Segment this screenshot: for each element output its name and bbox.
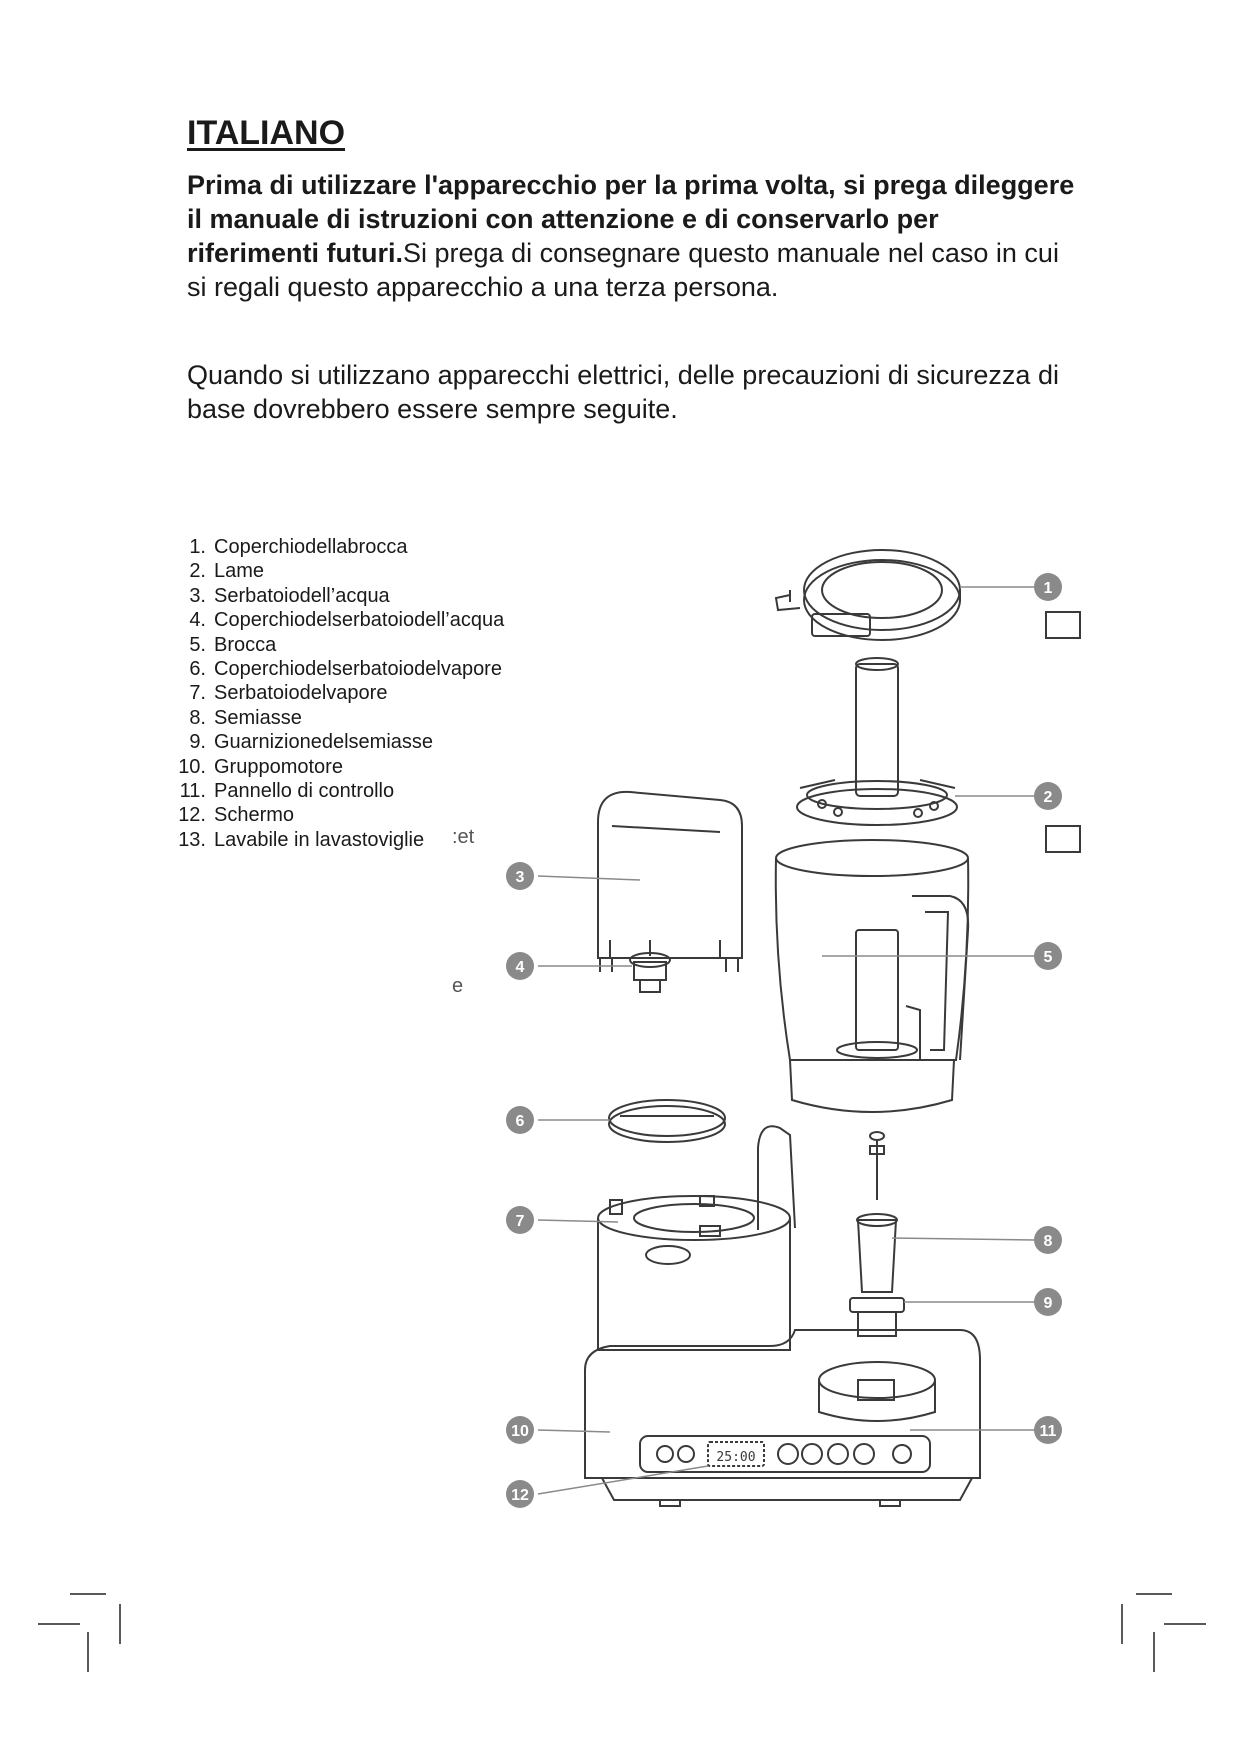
part-label: Semiasse bbox=[214, 706, 302, 729]
part-label: Pannello di controllo bbox=[214, 779, 395, 802]
callout-number: 6 bbox=[515, 1113, 525, 1130]
callout-number: 4 bbox=[515, 959, 525, 976]
intro-normal-text: Si prega di consegnare questo manuale nel caso in cui si regali questo apparecchio a una terza persona. bbox=[187, 238, 1059, 302]
part-label: Serbatoiodell’acqua bbox=[214, 584, 390, 607]
part-number: 11. bbox=[179, 779, 206, 802]
part-number: 7. bbox=[189, 682, 206, 705]
part-number: 8. bbox=[189, 706, 206, 729]
part-number: 6. bbox=[189, 657, 206, 680]
part-label: Guarnizionedelsemiasse bbox=[214, 731, 434, 754]
part-number: 12. bbox=[178, 804, 206, 827]
part-label: Coperchiodelserbatoiodelvapore bbox=[214, 657, 502, 680]
part-label: Schermo bbox=[214, 804, 295, 827]
part-number: 2. bbox=[189, 560, 206, 583]
part-label: Lavabile in lavastoviglie bbox=[214, 828, 425, 851]
part-label: Brocca bbox=[214, 633, 277, 656]
part-number: 13. bbox=[178, 828, 206, 851]
callout-number: 8 bbox=[1043, 1233, 1053, 1250]
part-label: Coperchiodellabrocca bbox=[214, 536, 408, 558]
part-number: 3. bbox=[189, 584, 206, 607]
part-label: Gruppomotore bbox=[214, 755, 343, 778]
part-number: 4. bbox=[189, 609, 206, 632]
callout-number: 1 bbox=[1043, 580, 1053, 597]
callout-number: 10 bbox=[511, 1423, 529, 1440]
part-number: 5. bbox=[189, 633, 206, 656]
page-title: ITALIANO bbox=[187, 114, 346, 152]
part-number: 10. bbox=[178, 755, 206, 778]
callout-number: 2 bbox=[1043, 789, 1053, 806]
callout-number: 11 bbox=[1039, 1423, 1057, 1440]
part-number: 1. bbox=[189, 536, 206, 558]
intro-bold-text: Prima di utilizzare l'apparecchio per la prima volta, si prega dileggere il manuale di istruzioni con attenzione e di conservarlo per riferimenti futuri. bbox=[187, 170, 1075, 268]
display-readout: 25:00 bbox=[716, 1450, 756, 1465]
safety-paragraph: Quando si utilizzano apparecchi elettrici, delle precauzioni di sicurezza di base dovrebbero essere sempre seguite. bbox=[187, 360, 1059, 424]
part-number: 9. bbox=[189, 731, 206, 754]
callout-number: 5 bbox=[1043, 949, 1053, 966]
part-label: Serbatoiodelvapore bbox=[214, 682, 388, 705]
part-label: Coperchiodelserbatoiodell’acqua bbox=[214, 609, 505, 632]
callout-number: 7 bbox=[515, 1213, 525, 1230]
callout-number: 12 bbox=[511, 1487, 529, 1504]
callout-number: 9 bbox=[1043, 1295, 1053, 1312]
part-label: Lame bbox=[214, 560, 265, 583]
stray-text-fragment: :et bbox=[452, 826, 475, 848]
stray-text-fragment: e bbox=[452, 975, 464, 997]
callout-number: 3 bbox=[515, 869, 525, 886]
